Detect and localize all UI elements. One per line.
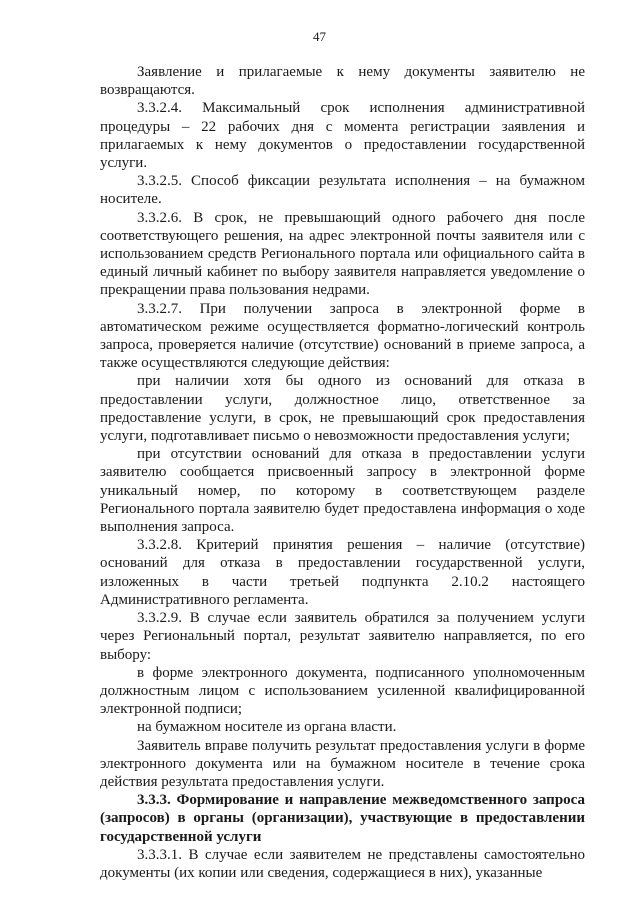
page-number: 47 <box>313 29 326 44</box>
paragraph: 3.3.3.1. В случае если заявителем не представлены самостоятельно документы (их копии или сведения, содержащиеся в них), указанные <box>100 846 585 881</box>
paragraph: в форме электронного документа, подписанного уполномоченным должностным лицом с использованием усиленной квалифицированной электронной подписи; <box>100 664 585 718</box>
paragraph: 3.3.2.8. Критерий принятия решения – наличие (отсутствие) оснований для отказа в предоставлении государственной услуги, изложенных в части третьей подпункта 2.10.2 настоящего Административного регламента. <box>100 537 585 608</box>
paragraph: 3.3.2.5. Способ фиксации результата исполнения – на бумажном носителе. <box>100 173 585 208</box>
paragraph: 3.3.2.6. В срок, не превышающий одного рабочего дня после соответствующего решения, на адрес электронной почты заявителя или с использованием средств Регионального портала или официального сайта в единый личный кабинет по выбору заявителя направляется уведомление о прекращении права пользования недрами. <box>100 209 585 299</box>
paragraph: 3.3.2.4. Максимальный срок исполнения административной процедуры – 22 рабочих дня с момента регистрации заявления и прилагаемых к нему документов о предоставлении государственной услуги. <box>100 100 585 172</box>
paragraph: при наличии хотя бы одного из оснований для отказа в предоставлении услуги, должностное лицо, ответственное за предоставление услуги, в срок, не превышающий срок предоставления услуги, подготавливает письмо о невозможности предоставления услуги; <box>100 373 585 445</box>
paragraph: 3.3.2.7. При получении запроса в электронной форме в автоматическом режиме осуществляется форматно-логический контроль запроса, проверяется наличие (отсутствие) оснований в приеме запроса, а также осуществляются следующие действия: <box>100 300 585 372</box>
paragraph: на бумажном носителе из органа власти. <box>137 719 397 736</box>
paragraph: 3.3.2.9. В случае если заявитель обратился за получением услуги через Региональный портал, результат заявителю направляется, по его выбору: <box>100 610 585 663</box>
section-heading: 3.3.3. Формирование и направление межведомственного запроса (запросов) в органы (организации), участвующие в предоставлении государственной услуги <box>100 792 585 845</box>
paragraph: при отсутствии оснований для отказа в предоставлении услуги заявителю сообщается присвоенный запросу в электронной форме уникальный номер, по которому в соответствующем разделе Регионального портала заявителю будет предоставлена информация о ходе выполнения запроса. <box>100 446 585 536</box>
paragraph: Заявление и прилагаемые к нему документы заявителю не возвращаются. <box>100 64 585 99</box>
document-body <box>100 63 585 882</box>
paragraph: Заявитель вправе получить результат предоставления услуги в форме электронного документа или на бумажном носителе в течение срока действия результата предоставления услуги. <box>100 737 585 790</box>
